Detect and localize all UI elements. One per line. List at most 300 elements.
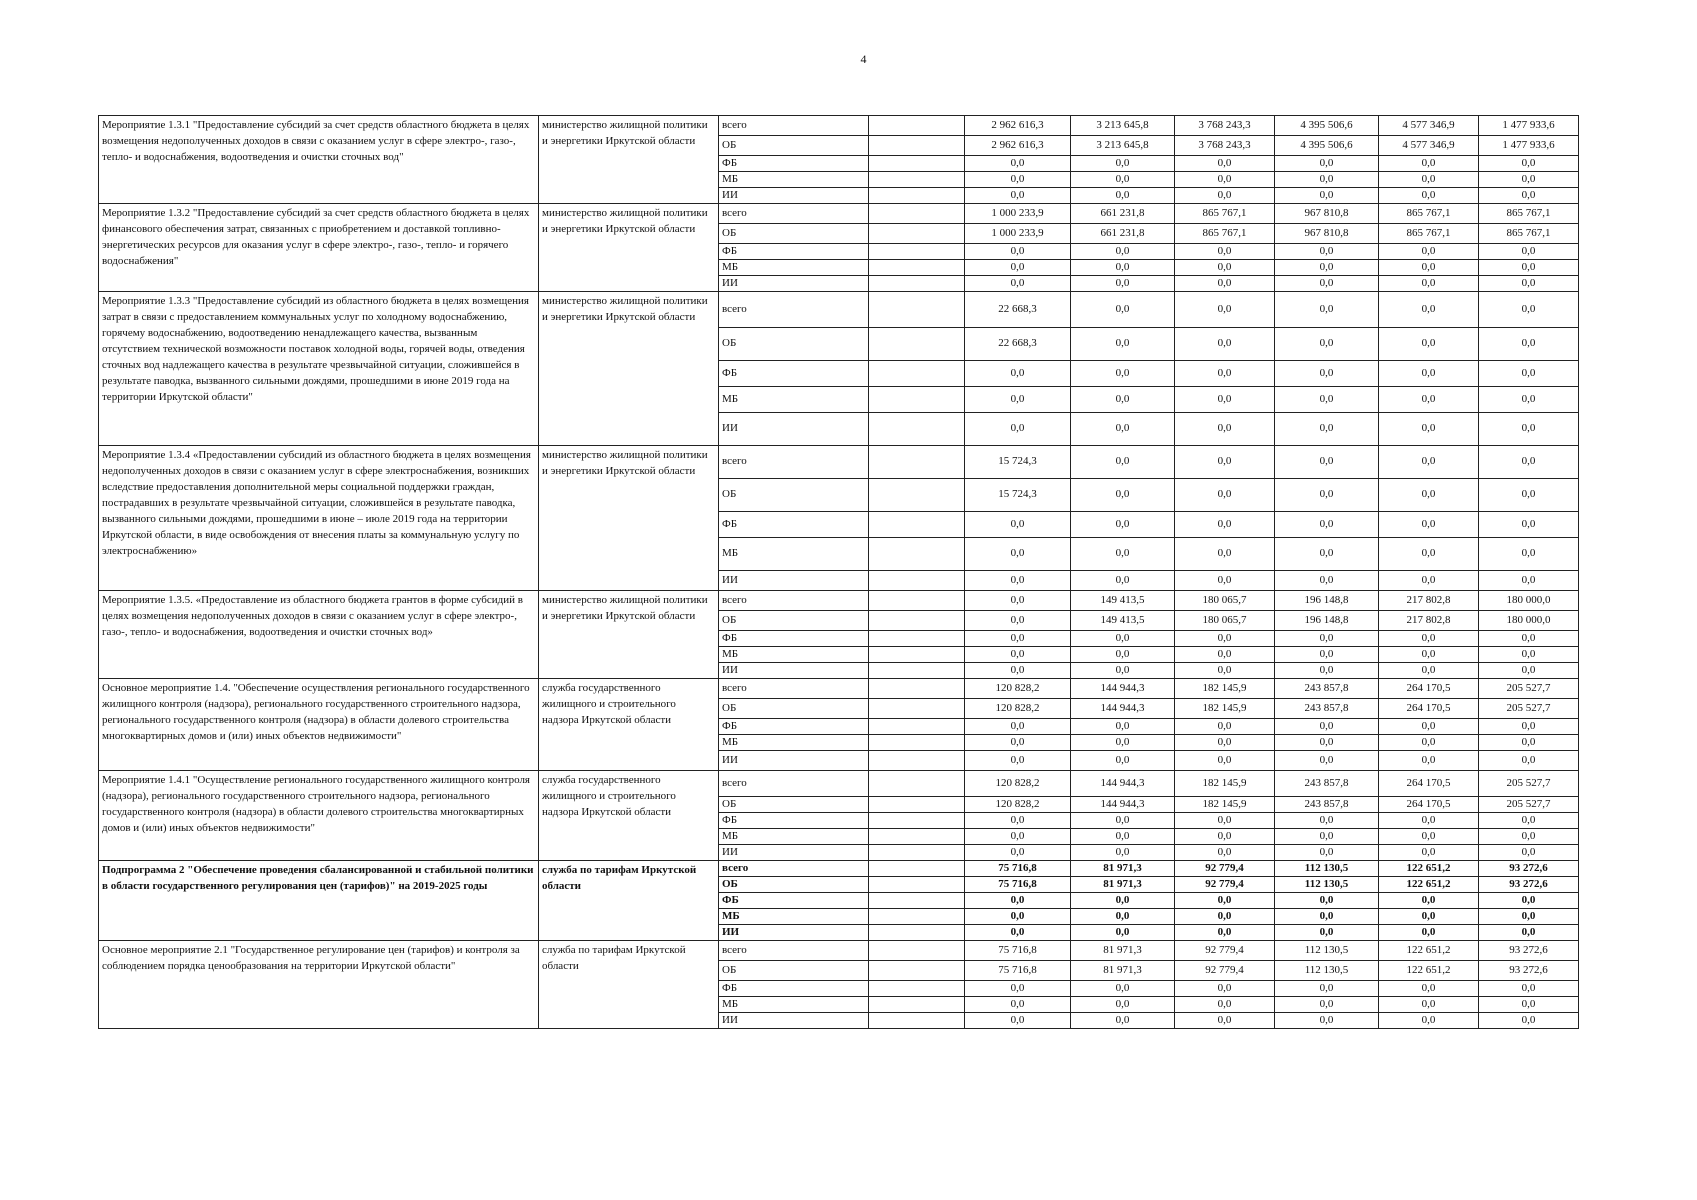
- amount-cell: 0,0: [1175, 413, 1275, 446]
- amount-cell: 81 971,3: [1071, 877, 1175, 893]
- amount-cell: 3 213 645,8: [1071, 116, 1175, 136]
- amount-cell: 0,0: [1275, 909, 1379, 925]
- table-row: [99, 204, 1579, 224]
- amount-cell: 0,0: [1175, 387, 1275, 413]
- amount-cell: 0,0: [965, 591, 1071, 611]
- amount-cell: 0,0: [1479, 997, 1579, 1013]
- activity-description: Мероприятие 1.3.3 "Предоставление субсидий из областного бюджета в целях возмещения затрат в связи с предоставлением коммунальных услуг по холодному водоснабжению, горячему водоснабжению, водоотведению ненадлежащего качества, вызванным отсутствием технической возможности поставок холодной воды, горячей воды, отведения сточных вод надлежащего качества в результате чрезвычайной ситуации, сложившейся в результате паводка, вызванного сильными дождями, прошедшими в июне 2019 года на территории Иркутской области": [99, 292, 539, 446]
- amount-cell: 661 231,8: [1071, 204, 1175, 224]
- amount-cell: 0,0: [1071, 276, 1175, 292]
- amount-cell: 0,0: [1379, 909, 1479, 925]
- amount-cell: 0,0: [1479, 751, 1579, 771]
- amount-cell: 264 170,5: [1379, 771, 1479, 797]
- responsible-executor: министерство жилищной политики и энергетики Иркутской области: [539, 204, 719, 292]
- amount-cell: 0,0: [965, 244, 1071, 260]
- amount-cell: 0,0: [1275, 479, 1379, 512]
- amount-cell: 22 668,3: [965, 328, 1071, 361]
- amount-cell: 182 145,9: [1175, 679, 1275, 699]
- amount-cell: 0,0: [1275, 813, 1379, 829]
- amount-cell: 15 724,3: [965, 479, 1071, 512]
- amount-cell: 0,0: [1275, 172, 1379, 188]
- amount-cell: 0,0: [1479, 981, 1579, 997]
- amount-cell: 865 767,1: [1379, 224, 1479, 244]
- amount-cell: 0,0: [1071, 1013, 1175, 1029]
- empty-cell: [869, 751, 965, 771]
- responsible-executor: служба по тарифам Иркутской области: [539, 941, 719, 1029]
- amount-cell: 0,0: [1071, 413, 1175, 446]
- amount-cell: 122 651,2: [1379, 877, 1479, 893]
- funding-source: ОБ: [719, 699, 869, 719]
- amount-cell: 0,0: [965, 611, 1071, 631]
- amount-cell: 967 810,8: [1275, 224, 1379, 244]
- amount-cell: 1 000 233,9: [965, 224, 1071, 244]
- amount-cell: 93 272,6: [1479, 861, 1579, 877]
- amount-cell: 0,0: [1275, 538, 1379, 571]
- funding-source: всего: [719, 204, 869, 224]
- table-row: [99, 116, 1579, 136]
- amount-cell: 0,0: [1379, 735, 1479, 751]
- amount-cell: 81 971,3: [1071, 861, 1175, 877]
- amount-cell: 0,0: [1175, 292, 1275, 328]
- empty-cell: [869, 647, 965, 663]
- funding-source: всего: [719, 679, 869, 699]
- amount-cell: 0,0: [1175, 845, 1275, 861]
- table-row: [99, 292, 1579, 328]
- amount-cell: 0,0: [1379, 172, 1479, 188]
- amount-cell: 0,0: [965, 156, 1071, 172]
- amount-cell: 0,0: [1175, 479, 1275, 512]
- amount-cell: 0,0: [965, 387, 1071, 413]
- responsible-executor: министерство жилищной политики и энергетики Иркутской области: [539, 591, 719, 679]
- amount-cell: 865 767,1: [1175, 224, 1275, 244]
- amount-cell: 15 724,3: [965, 446, 1071, 479]
- amount-cell: 0,0: [965, 893, 1071, 909]
- amount-cell: 0,0: [965, 538, 1071, 571]
- amount-cell: 0,0: [965, 571, 1071, 591]
- amount-cell: 196 148,8: [1275, 591, 1379, 611]
- budget-table: [98, 115, 1579, 1029]
- amount-cell: 180 000,0: [1479, 611, 1579, 631]
- amount-cell: 243 857,8: [1275, 679, 1379, 699]
- funding-source: ИИ: [719, 276, 869, 292]
- amount-cell: 0,0: [1175, 719, 1275, 735]
- amount-cell: 0,0: [1379, 276, 1479, 292]
- funding-source: ИИ: [719, 188, 869, 204]
- amount-cell: 205 527,7: [1479, 679, 1579, 699]
- amount-cell: 0,0: [1275, 328, 1379, 361]
- amount-cell: 0,0: [1379, 571, 1479, 591]
- empty-cell: [869, 292, 965, 328]
- empty-cell: [869, 663, 965, 679]
- empty-cell: [869, 797, 965, 813]
- amount-cell: 0,0: [1379, 413, 1479, 446]
- amount-cell: 0,0: [1275, 829, 1379, 845]
- amount-cell: 0,0: [1275, 260, 1379, 276]
- amount-cell: 0,0: [1479, 156, 1579, 172]
- amount-cell: 217 802,8: [1379, 611, 1479, 631]
- amount-cell: 0,0: [965, 276, 1071, 292]
- amount-cell: 180 065,7: [1175, 611, 1275, 631]
- amount-cell: 0,0: [965, 260, 1071, 276]
- amount-cell: 0,0: [1379, 813, 1479, 829]
- amount-cell: 0,0: [1379, 188, 1479, 204]
- amount-cell: 0,0: [1175, 276, 1275, 292]
- empty-cell: [869, 1013, 965, 1029]
- amount-cell: 865 767,1: [1379, 204, 1479, 224]
- amount-cell: 0,0: [1479, 925, 1579, 941]
- amount-cell: 0,0: [1071, 446, 1175, 479]
- amount-cell: 0,0: [1379, 387, 1479, 413]
- responsible-executor: министерство жилищной политики и энергетики Иркутской области: [539, 116, 719, 204]
- amount-cell: 0,0: [1275, 981, 1379, 997]
- amount-cell: 0,0: [965, 413, 1071, 446]
- amount-cell: 0,0: [1479, 479, 1579, 512]
- funding-source: ИИ: [719, 845, 869, 861]
- funding-source: ФБ: [719, 719, 869, 735]
- amount-cell: 0,0: [1275, 276, 1379, 292]
- amount-cell: 243 857,8: [1275, 699, 1379, 719]
- amount-cell: 0,0: [1479, 909, 1579, 925]
- empty-cell: [869, 941, 965, 961]
- amount-cell: 0,0: [1379, 631, 1479, 647]
- amount-cell: 196 148,8: [1275, 611, 1379, 631]
- amount-cell: 0,0: [1379, 479, 1479, 512]
- amount-cell: 0,0: [1071, 479, 1175, 512]
- amount-cell: 0,0: [1175, 1013, 1275, 1029]
- amount-cell: 0,0: [1275, 387, 1379, 413]
- amount-cell: 0,0: [1071, 719, 1175, 735]
- amount-cell: 0,0: [1479, 631, 1579, 647]
- responsible-executor: служба государственного жилищного и строительного надзора Иркутской области: [539, 679, 719, 771]
- amount-cell: 0,0: [1175, 909, 1275, 925]
- empty-cell: [869, 172, 965, 188]
- amount-cell: 0,0: [1175, 981, 1275, 997]
- amount-cell: 0,0: [1479, 512, 1579, 538]
- funding-source: ОБ: [719, 136, 869, 156]
- funding-source: всего: [719, 771, 869, 797]
- empty-cell: [869, 512, 965, 538]
- activity-description: Мероприятие 1.3.2 "Предоставление субсидий за счет средств областного бюджета в целях финансового обеспечения затрат, связанных с приобретением и доставкой топливно-энергетических ресурсов для оказания услуг в сфере электро-, газо-, тепло- и горячего водоснабжения": [99, 204, 539, 292]
- amount-cell: 0,0: [1479, 413, 1579, 446]
- empty-cell: [869, 591, 965, 611]
- amount-cell: 3 768 243,3: [1175, 136, 1275, 156]
- amount-cell: 182 145,9: [1175, 699, 1275, 719]
- funding-source: ИИ: [719, 571, 869, 591]
- amount-cell: 0,0: [1175, 647, 1275, 663]
- funding-source: ОБ: [719, 328, 869, 361]
- empty-cell: [869, 861, 965, 877]
- amount-cell: 243 857,8: [1275, 771, 1379, 797]
- amount-cell: 4 577 346,9: [1379, 116, 1479, 136]
- amount-cell: 0,0: [1479, 172, 1579, 188]
- amount-cell: 3 213 645,8: [1071, 136, 1175, 156]
- amount-cell: 0,0: [965, 925, 1071, 941]
- amount-cell: 0,0: [1275, 751, 1379, 771]
- amount-cell: 0,0: [1071, 925, 1175, 941]
- amount-cell: 0,0: [1479, 735, 1579, 751]
- amount-cell: 120 828,2: [965, 771, 1071, 797]
- empty-cell: [869, 997, 965, 1013]
- funding-source: ОБ: [719, 797, 869, 813]
- amount-cell: 0,0: [1379, 829, 1479, 845]
- funding-source: всего: [719, 861, 869, 877]
- amount-cell: 120 828,2: [965, 797, 1071, 813]
- funding-source: МБ: [719, 909, 869, 925]
- amount-cell: 0,0: [1275, 663, 1379, 679]
- activity-description: Основное мероприятие 2.1 "Государственное регулирование цен (тарифов) и контроля за соблюдением порядка ценообразования на территории Иркутской области": [99, 941, 539, 1029]
- amount-cell: 0,0: [1071, 361, 1175, 387]
- amount-cell: 0,0: [1479, 1013, 1579, 1029]
- amount-cell: 0,0: [1175, 571, 1275, 591]
- amount-cell: 0,0: [1479, 387, 1579, 413]
- amount-cell: 0,0: [965, 361, 1071, 387]
- empty-cell: [869, 571, 965, 591]
- amount-cell: 1 477 933,6: [1479, 116, 1579, 136]
- funding-source: ФБ: [719, 813, 869, 829]
- amount-cell: 0,0: [1479, 719, 1579, 735]
- amount-cell: 0,0: [1175, 893, 1275, 909]
- amount-cell: 0,0: [1071, 813, 1175, 829]
- funding-source: ОБ: [719, 961, 869, 981]
- amount-cell: 0,0: [965, 981, 1071, 997]
- empty-cell: [869, 276, 965, 292]
- amount-cell: 75 716,8: [965, 961, 1071, 981]
- empty-cell: [869, 981, 965, 997]
- amount-cell: 0,0: [965, 719, 1071, 735]
- empty-cell: [869, 611, 965, 631]
- amount-cell: 0,0: [1175, 361, 1275, 387]
- responsible-executor: министерство жилищной политики и энергетики Иркутской области: [539, 292, 719, 446]
- amount-cell: 205 527,7: [1479, 797, 1579, 813]
- funding-source: всего: [719, 292, 869, 328]
- empty-cell: [869, 224, 965, 244]
- amount-cell: 1 477 933,6: [1479, 136, 1579, 156]
- amount-cell: 0,0: [1275, 845, 1379, 861]
- amount-cell: 0,0: [1071, 172, 1175, 188]
- table-row: [99, 941, 1579, 961]
- amount-cell: 0,0: [1379, 328, 1479, 361]
- funding-source: ОБ: [719, 611, 869, 631]
- funding-source: ОБ: [719, 877, 869, 893]
- amount-cell: 93 272,6: [1479, 941, 1579, 961]
- amount-cell: 2 962 616,3: [965, 116, 1071, 136]
- amount-cell: 0,0: [1071, 512, 1175, 538]
- amount-cell: 0,0: [965, 647, 1071, 663]
- amount-cell: 661 231,8: [1071, 224, 1175, 244]
- funding-source: ФБ: [719, 156, 869, 172]
- amount-cell: 0,0: [1275, 244, 1379, 260]
- empty-cell: [869, 893, 965, 909]
- amount-cell: 122 651,2: [1379, 961, 1479, 981]
- amount-cell: 0,0: [1175, 328, 1275, 361]
- funding-source: ИИ: [719, 413, 869, 446]
- amount-cell: 0,0: [1479, 893, 1579, 909]
- amount-cell: 0,0: [1071, 845, 1175, 861]
- amount-cell: 0,0: [1275, 997, 1379, 1013]
- funding-source: ФБ: [719, 981, 869, 997]
- amount-cell: 0,0: [1071, 909, 1175, 925]
- funding-source: МБ: [719, 260, 869, 276]
- funding-source: ФБ: [719, 244, 869, 260]
- activity-description: Мероприятие 1.4.1 "Осуществление регионального государственного жилищного контроля (надзора), регионального государственного строительного надзора, регионального государственного контроля (надзора) в области долевого строительства многоквартирных домов и (или) иных объектов недвижимости": [99, 771, 539, 861]
- responsible-executor: служба по тарифам Иркутской области: [539, 861, 719, 941]
- amount-cell: 0,0: [1275, 925, 1379, 941]
- amount-cell: 205 527,7: [1479, 771, 1579, 797]
- amount-cell: 0,0: [965, 813, 1071, 829]
- amount-cell: 112 130,5: [1275, 961, 1379, 981]
- amount-cell: 182 145,9: [1175, 771, 1275, 797]
- amount-cell: 0,0: [1175, 512, 1275, 538]
- amount-cell: 0,0: [1275, 512, 1379, 538]
- amount-cell: 0,0: [1071, 328, 1175, 361]
- responsible-executor: министерство жилищной политики и энергетики Иркутской области: [539, 446, 719, 591]
- amount-cell: 0,0: [1379, 244, 1479, 260]
- funding-source: МБ: [719, 172, 869, 188]
- amount-cell: 122 651,2: [1379, 861, 1479, 877]
- empty-cell: [869, 845, 965, 861]
- table-row: [99, 771, 1579, 797]
- amount-cell: 0,0: [1479, 538, 1579, 571]
- amount-cell: 0,0: [1071, 751, 1175, 771]
- amount-cell: 0,0: [1175, 997, 1275, 1013]
- activity-description: Мероприятие 1.3.5. «Предоставление из областного бюджета грантов в форме субсидий в целях возмещения недополученных доходов в связи с оказанием услуг в сфере электро-, газо-, тепло- и водоснабжения, водоотведения и очистки сточных вод»: [99, 591, 539, 679]
- amount-cell: 0,0: [965, 512, 1071, 538]
- empty-cell: [869, 361, 965, 387]
- funding-source: всего: [719, 941, 869, 961]
- empty-cell: [869, 156, 965, 172]
- amount-cell: 0,0: [1479, 244, 1579, 260]
- amount-cell: 0,0: [1275, 735, 1379, 751]
- amount-cell: 264 170,5: [1379, 797, 1479, 813]
- table-row: [99, 679, 1579, 699]
- amount-cell: 4 577 346,9: [1379, 136, 1479, 156]
- amount-cell: 3 768 243,3: [1175, 116, 1275, 136]
- empty-cell: [869, 116, 965, 136]
- amount-cell: 0,0: [1071, 156, 1175, 172]
- amount-cell: 144 944,3: [1071, 797, 1175, 813]
- amount-cell: 0,0: [1479, 361, 1579, 387]
- amount-cell: 0,0: [1275, 647, 1379, 663]
- empty-cell: [869, 136, 965, 156]
- empty-cell: [869, 699, 965, 719]
- funding-source: всего: [719, 446, 869, 479]
- funding-source: всего: [719, 591, 869, 611]
- funding-source: ИИ: [719, 663, 869, 679]
- amount-cell: 0,0: [965, 829, 1071, 845]
- amount-cell: 0,0: [1479, 446, 1579, 479]
- amount-cell: 120 828,2: [965, 679, 1071, 699]
- amount-cell: 92 779,4: [1175, 941, 1275, 961]
- amount-cell: 0,0: [1275, 413, 1379, 446]
- amount-cell: 0,0: [1071, 663, 1175, 679]
- empty-cell: [869, 446, 965, 479]
- amount-cell: 0,0: [1479, 813, 1579, 829]
- amount-cell: 0,0: [1071, 997, 1175, 1013]
- empty-cell: [869, 829, 965, 845]
- amount-cell: 0,0: [1379, 751, 1479, 771]
- amount-cell: 0,0: [1175, 156, 1275, 172]
- amount-cell: 0,0: [1071, 538, 1175, 571]
- amount-cell: 0,0: [1379, 1013, 1479, 1029]
- amount-cell: 0,0: [1071, 188, 1175, 204]
- amount-cell: 4 395 506,6: [1275, 136, 1379, 156]
- funding-source: МБ: [719, 387, 869, 413]
- amount-cell: 0,0: [1379, 663, 1479, 679]
- amount-cell: 0,0: [1275, 188, 1379, 204]
- amount-cell: 0,0: [965, 997, 1071, 1013]
- amount-cell: 0,0: [1479, 647, 1579, 663]
- amount-cell: 0,0: [1071, 631, 1175, 647]
- page-number: 4: [860, 52, 867, 66]
- responsible-executor: служба государственного жилищного и строительного надзора Иркутской области: [539, 771, 719, 861]
- empty-cell: [869, 538, 965, 571]
- empty-cell: [869, 771, 965, 797]
- amount-cell: 217 802,8: [1379, 591, 1479, 611]
- amount-cell: 92 779,4: [1175, 861, 1275, 877]
- amount-cell: 0,0: [1175, 260, 1275, 276]
- funding-source: ОБ: [719, 479, 869, 512]
- amount-cell: 0,0: [1071, 893, 1175, 909]
- amount-cell: 0,0: [1175, 813, 1275, 829]
- amount-cell: 144 944,3: [1071, 699, 1175, 719]
- amount-cell: 264 170,5: [1379, 679, 1479, 699]
- amount-cell: 0,0: [1071, 260, 1175, 276]
- amount-cell: 0,0: [1275, 156, 1379, 172]
- funding-source: ФБ: [719, 893, 869, 909]
- amount-cell: 0,0: [1275, 292, 1379, 328]
- amount-cell: 0,0: [1175, 172, 1275, 188]
- empty-cell: [869, 877, 965, 893]
- amount-cell: 93 272,6: [1479, 877, 1579, 893]
- amount-cell: 112 130,5: [1275, 861, 1379, 877]
- empty-cell: [869, 925, 965, 941]
- amount-cell: 75 716,8: [965, 861, 1071, 877]
- amount-cell: 182 145,9: [1175, 797, 1275, 813]
- table-row: [99, 446, 1579, 479]
- amount-cell: 0,0: [1379, 647, 1479, 663]
- amount-cell: 120 828,2: [965, 699, 1071, 719]
- amount-cell: 0,0: [965, 1013, 1071, 1029]
- amount-cell: 0,0: [1479, 260, 1579, 276]
- amount-cell: 0,0: [1175, 735, 1275, 751]
- amount-cell: 0,0: [1479, 845, 1579, 861]
- amount-cell: 0,0: [1479, 276, 1579, 292]
- funding-source: МБ: [719, 647, 869, 663]
- amount-cell: 0,0: [1175, 446, 1275, 479]
- amount-cell: 0,0: [965, 172, 1071, 188]
- amount-cell: 0,0: [1479, 292, 1579, 328]
- amount-cell: 0,0: [1379, 260, 1479, 276]
- amount-cell: 0,0: [1379, 156, 1479, 172]
- amount-cell: 0,0: [1175, 244, 1275, 260]
- amount-cell: 0,0: [1275, 719, 1379, 735]
- empty-cell: [869, 387, 965, 413]
- amount-cell: 0,0: [1379, 845, 1479, 861]
- funding-source: МБ: [719, 735, 869, 751]
- amount-cell: 0,0: [1479, 571, 1579, 591]
- funding-source: ФБ: [719, 512, 869, 538]
- funding-source: МБ: [719, 538, 869, 571]
- amount-cell: 0,0: [1175, 751, 1275, 771]
- amount-cell: 0,0: [965, 188, 1071, 204]
- empty-cell: [869, 813, 965, 829]
- activity-description: Основное мероприятие 1.4. "Обеспечение осуществления регионального государственного жилищного контроля (надзора), регионального государственного строительного надзора, регионального государственного контроля (надзора) в области долевого строительства многоквартирных домов и (или) иных объектов недвижимости": [99, 679, 539, 771]
- funding-source: всего: [719, 116, 869, 136]
- amount-cell: 92 779,4: [1175, 961, 1275, 981]
- amount-cell: 0,0: [1479, 829, 1579, 845]
- amount-cell: 865 767,1: [1479, 224, 1579, 244]
- funding-source: МБ: [719, 997, 869, 1013]
